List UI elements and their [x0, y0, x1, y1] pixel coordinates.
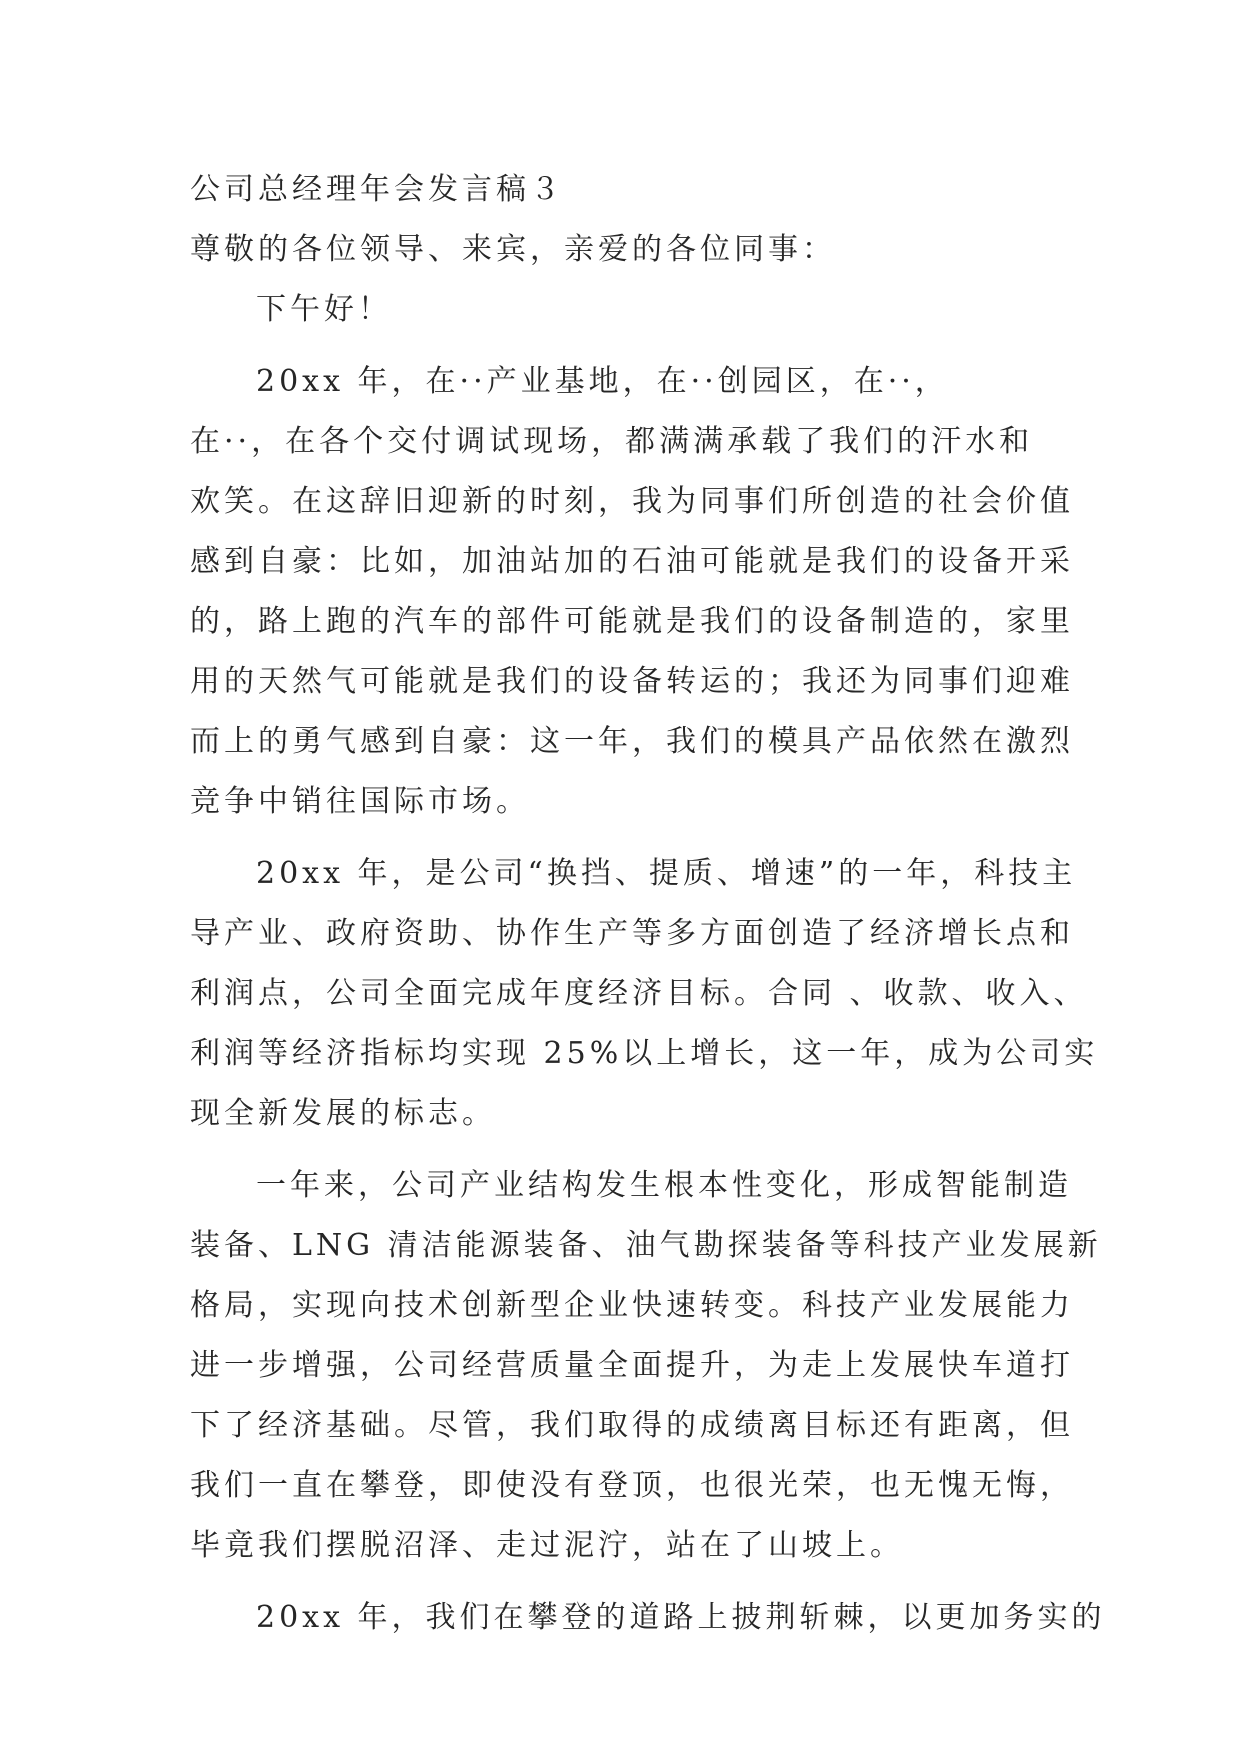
- paragraph-line: 装备、LNG 清洁能源装备、油气勘探装备等科技产业发展新: [190, 1228, 1102, 1263]
- paragraph-1: [190, 352, 1074, 832]
- paragraph-line: 毕竟我们摆脱沼泽、走过泥泞，站在了山坡上。: [190, 1528, 904, 1563]
- paragraph-line: 利润等经济指标均实现 25%以上增长，这一年，成为公司实: [190, 1036, 1099, 1071]
- paragraph-4: [190, 1588, 1106, 1648]
- paragraph-2: [190, 844, 1099, 1144]
- paragraph-line: 下了经济基础。尽管，我们取得的成绩离目标还有距离，但: [190, 1408, 1074, 1443]
- paragraph-line: 一年来，公司产业结构发生根本性变化，形成智能制造: [256, 1168, 1072, 1203]
- paragraph-line: 导产业、政府资助、协作生产等多方面创造了经济增长点和: [190, 916, 1074, 951]
- paragraph-3: [190, 1156, 1102, 1576]
- paragraph-line: 竞争中销往国际市场。: [190, 784, 530, 819]
- salutation: 尊敬的各位领导、来宾，亲爱的各位同事：: [190, 232, 836, 267]
- paragraph-line: 20xx 年，我们在攀登的道路上披荆斩棘，以更加务实的: [256, 1600, 1106, 1635]
- paragraph-line: 感到自豪：比如，加油站加的石油可能就是我们的设备开采: [190, 544, 1074, 579]
- paragraph-line: 在··，在各个交付调试现场，都满满承载了我们的汗水和: [190, 424, 1034, 459]
- paragraph-line: 20xx 年，在··产业基地，在··创园区，在··，: [256, 364, 949, 399]
- paragraph-line: 格局，实现向技术创新型企业快速转变。科技产业发展能力: [190, 1288, 1074, 1323]
- paragraph-line: 而上的勇气感到自豪：这一年，我们的模具产品依然在激烈: [190, 724, 1074, 759]
- greeting: 下午好！: [256, 292, 392, 327]
- document-body: [190, 160, 1106, 1660]
- document-title: 公司总经理年会发言稿３: [190, 172, 564, 207]
- paragraph-line: 的，路上跑的汽车的部件可能就是我们的设备制造的，家里: [190, 604, 1074, 639]
- paragraph-line: 用的天然气可能就是我们的设备转运的；我还为同事们迎难: [190, 664, 1074, 699]
- paragraph-line: 利润点，公司全面完成年度经济目标。合同 、收款、收入、: [190, 976, 1088, 1011]
- paragraph-line: 欢笑。在这辞旧迎新的时刻，我为同事们所创造的社会价值: [190, 484, 1074, 519]
- paragraph-line: 现全新发展的标志。: [190, 1096, 496, 1131]
- paragraph-line: 我们一直在攀登，即使没有登顶，也很光荣，也无愧无悔，: [190, 1468, 1074, 1503]
- paragraph-line: 20xx 年，是公司“换挡、提质、增速”的一年，科技主: [256, 856, 1077, 891]
- paragraph-line: 进一步增强，公司经营质量全面提升，为走上发展快车道打: [190, 1348, 1074, 1383]
